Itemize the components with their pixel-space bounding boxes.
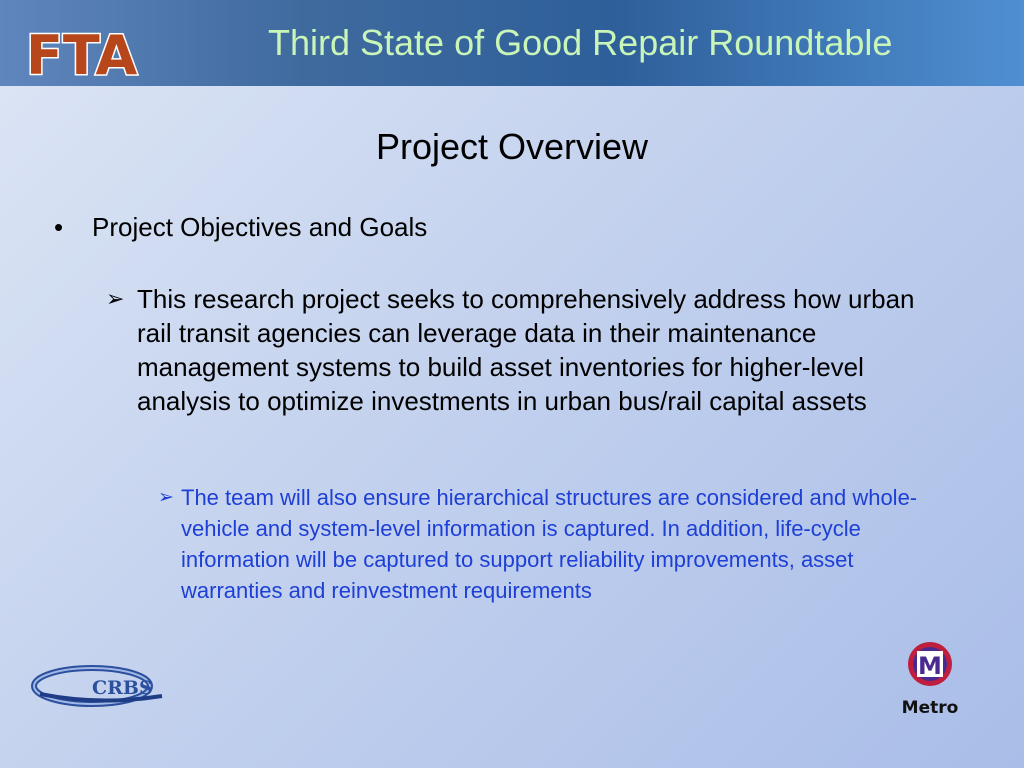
sub-sub-bullet-team-text: The team will also ensure hierarchical structures are considered and whole-vehicle and system-level information is captured. In addition, life-cycle information will be captured to support reliability improvements, asset warranties and reinvestment requirements: [181, 485, 918, 603]
sub-sub-bullet-team: [158, 482, 948, 606]
fta-logo: [22, 22, 152, 84]
arrow-bullet-icon: ➢: [158, 487, 174, 508]
bullet-objectives-text: Project Objectives and Goals: [92, 212, 428, 242]
crbs-logo-text: CRBS: [92, 677, 153, 699]
slide-title: Project Overview: [375, 126, 649, 167]
metro-logo: [892, 640, 972, 720]
header-bar: [0, 0, 1024, 86]
crbs-logo: [30, 660, 170, 712]
header-title: Third State of Good Repair Roundtable: [268, 22, 893, 63]
metro-logo-letter: M: [918, 652, 942, 680]
sub-bullet-research: [106, 282, 956, 418]
bullet-dot-icon: •: [54, 212, 64, 242]
sub-bullet-research-text: This research project seeks to comprehensively address how urban rail transit agencies can leverage data in their maintenance management systems to build asset inventories for higher-level analysis to optimize investments in urban bus/rail capital assets: [137, 284, 915, 416]
metro-logo-text: Metro: [901, 698, 959, 718]
arrow-bullet-icon: ➢: [106, 286, 125, 311]
fta-logo-text: FTA: [26, 24, 138, 84]
